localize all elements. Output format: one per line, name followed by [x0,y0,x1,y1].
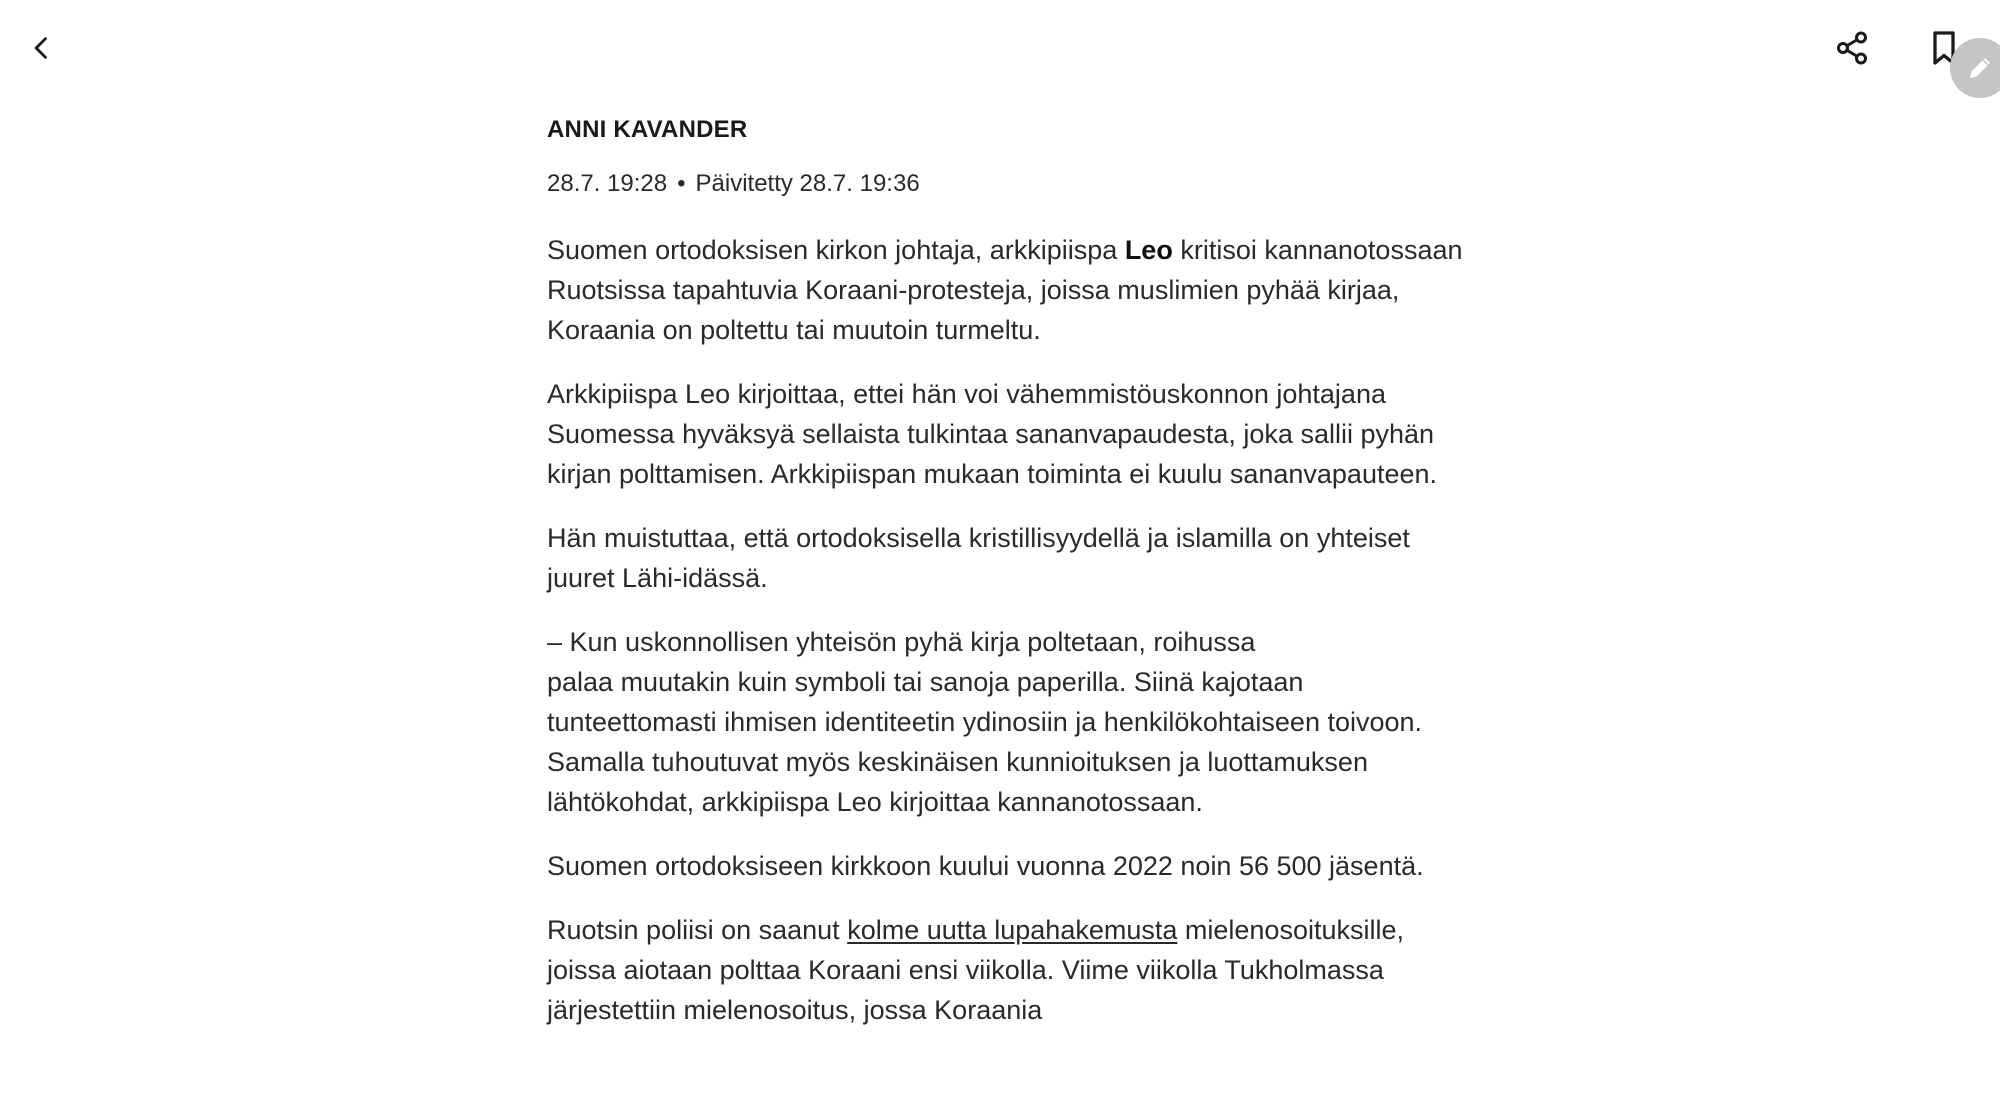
published-time: 28.7. 19:28 [547,170,668,197]
article-body [547,112,1467,1054]
meta-separator: • [677,170,686,197]
paragraph-1-text-end: kritisoi kannanotossaan Ruotsissa tapahtuvia Koraani-protesteja, joissa muslimien pyhää kirjaa, Koraania on poltettu tai muutoin turmeltu. [547,235,1463,345]
edit-button[interactable] [1950,38,2000,98]
paragraph-6-text: Ruotsin poliisi on saanut [547,915,848,945]
pencil-icon [1965,53,1995,83]
paragraph-4 [547,622,1467,822]
paragraph-4-line-1: – Kun uskonnollisen yhteisön pyhä kirja poltetaan, roihussa [547,627,1256,657]
author-name: ANNI KAVANDER [547,116,748,143]
permit-applications-link[interactable]: kolme uutta lupahakemusta [847,915,1178,945]
paragraph-3: Hän muistuttaa, että ortodoksisella kristillisyydellä ja islamilla on yhteiset juuret Lähi-idässä. [547,523,1410,593]
person-name: Leo [1124,235,1173,265]
paragraph-4-text: palaa muutakin kuin symboli tai sanoja paperilla. Siinä kajotaan tunteettomasti ihmisen identiteetin ydinosiin ja henkilökohtaiseen toivoon. Samalla tuhoutuvat myös keskinäisen kunnioituksen ja luottamuksen lähtökohdat, arkkipiispa Leo kirjoittaa kannanotossaan. [547,667,1423,817]
paragraph-2: Arkkipiispa Leo kirjoittaa, ettei hän voi vähemmistöuskonnon johtajana Suomessa hyväksyä sellaista tulkintaa sananvapaudesta, joka sallii pyhän kirjan polttamisen. Arkkipiispan mukaan toiminta ei kuulu sananvapauteen. [547,379,1438,489]
paragraph-1 [547,230,1467,350]
paragraph-6-text-end: mielenosoituksille, joissa aiotaan polttaa Koraani ensi viikolla. Viime viikolla Tukholmassa järjestettiin mielenosoitus, jossa Koraania [547,915,1404,1025]
article-meta [547,166,1467,202]
share-button[interactable] [1824,20,1880,76]
chevron-left-icon [28,34,56,62]
updated-time: Päivitetty 28.7. 19:36 [695,170,920,197]
paragraph-1-text: Suomen ortodoksisen kirkon johtaja, arkkipiispa [547,235,1125,265]
paragraph-6 [547,910,1467,1030]
paragraph-5: Suomen ortodoksiseen kirkkoon kuului vuonna 2022 noin 56 500 jäsentä. [547,851,1424,881]
share-icon [1834,30,1870,66]
back-button[interactable] [14,20,70,76]
